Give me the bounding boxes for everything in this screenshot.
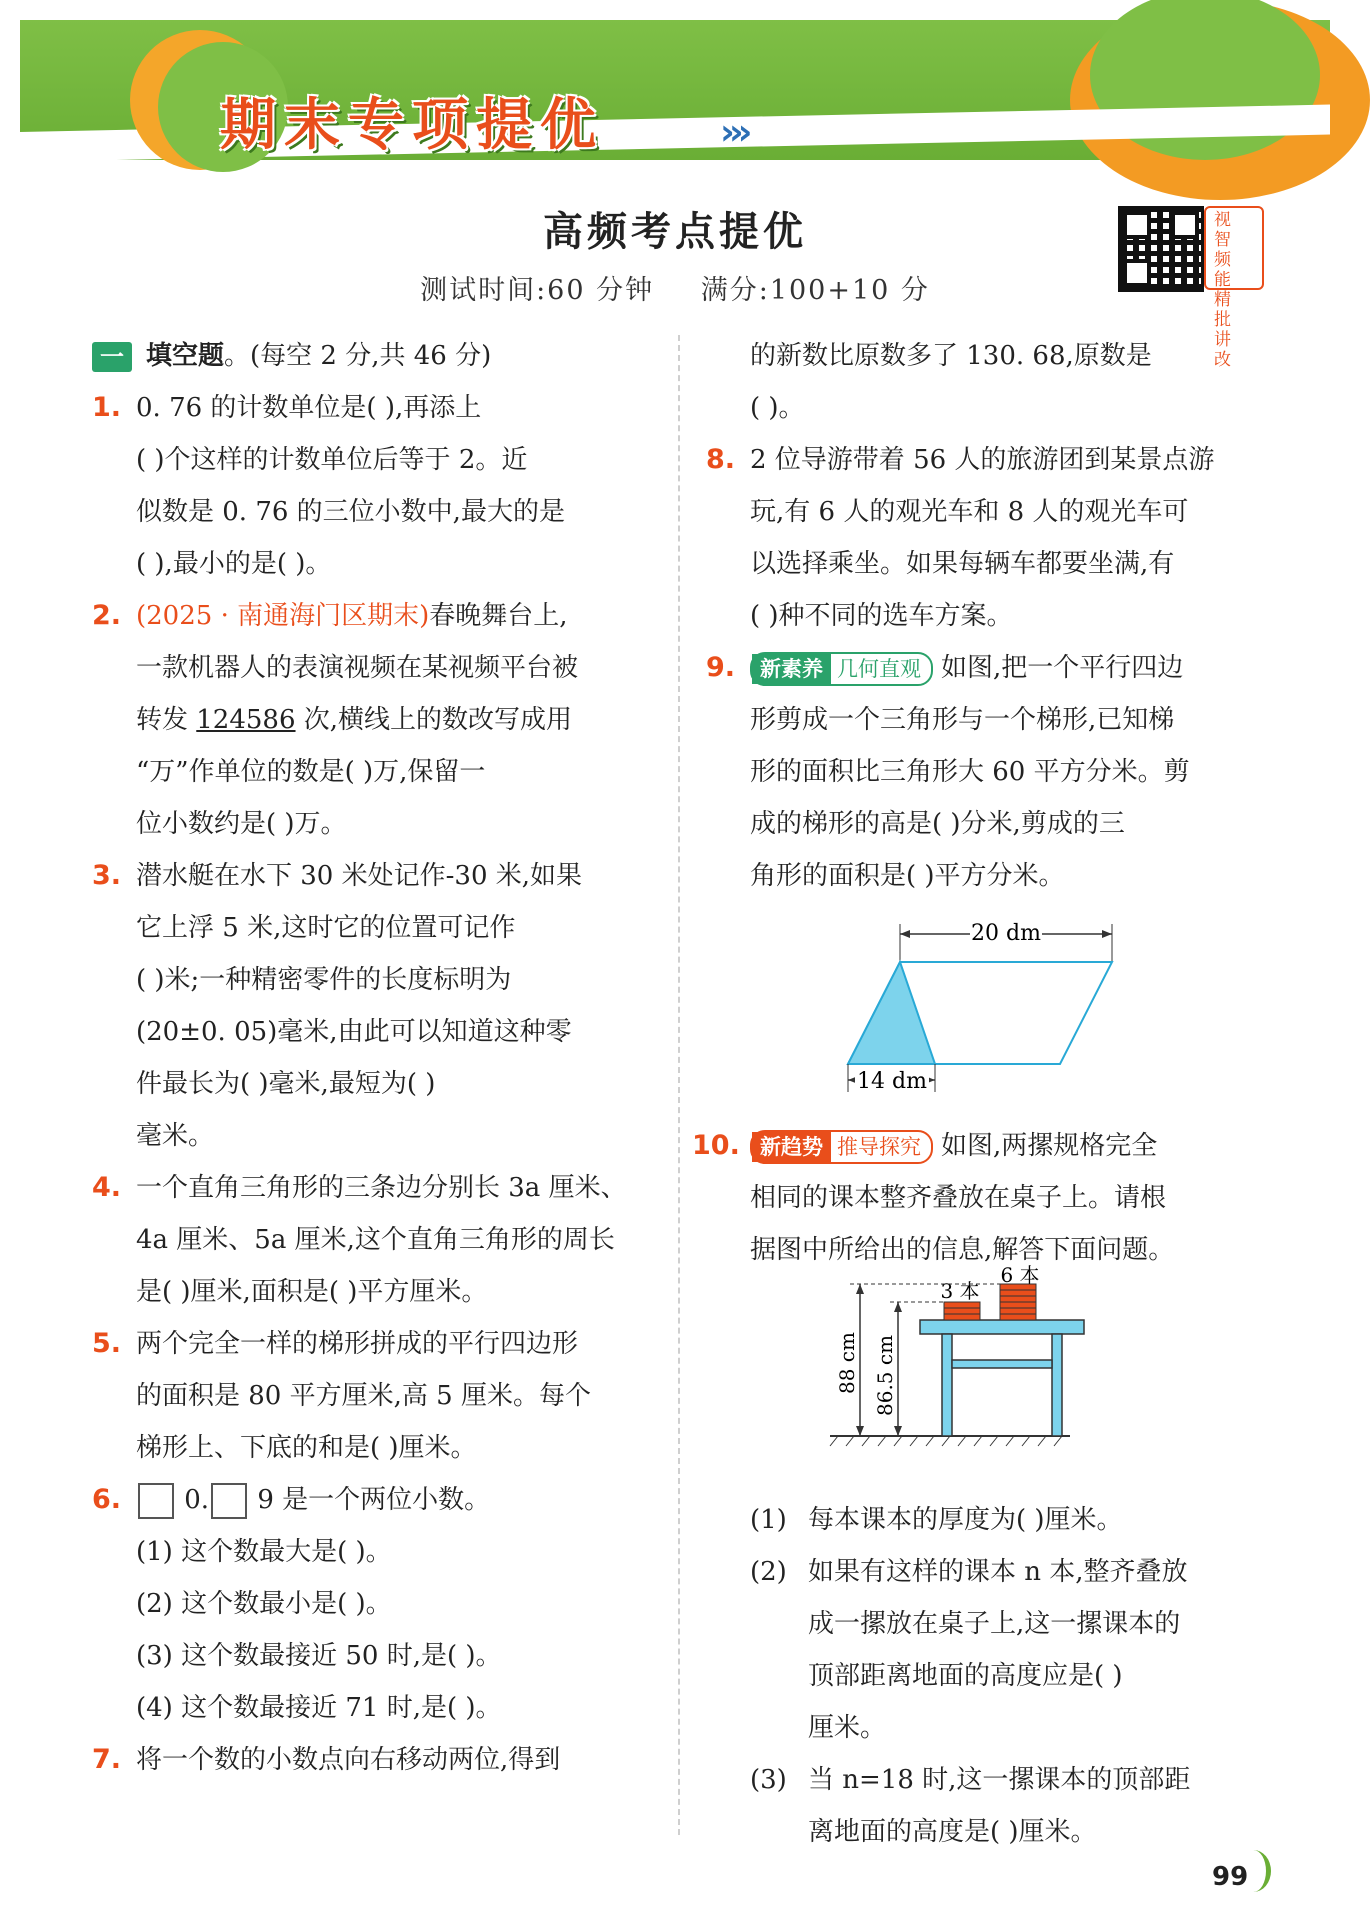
sub-text: 每本课本的厚度为( )厘米。 <box>808 1505 1123 1535</box>
question-2 <box>92 590 652 850</box>
sub-text: 当 n=18 时,这一摞课本的顶部距 <box>808 1765 1191 1795</box>
question-number: 7. <box>92 1744 122 1775</box>
label-3-books: 3 本 <box>940 1279 980 1303</box>
question-text: 如图,两摞规格完全 <box>941 1131 1158 1161</box>
qr-code-icon[interactable] <box>1118 206 1204 292</box>
question-line: 一个直角三角形的三条边分别长 3a 厘米、 <box>136 1173 627 1203</box>
question-text: 0. <box>176 1485 210 1515</box>
tag-label: 新素养 <box>752 654 831 684</box>
question-line: 梯形上、下底的和是( )厘米。 <box>136 1433 477 1463</box>
full-score: 满分:100+10 分 <box>700 275 930 306</box>
test-time: 测试时间:60 分钟 <box>420 275 655 306</box>
question-number: 2. <box>92 600 122 631</box>
qr-label <box>1204 206 1264 370</box>
sub-question-1 <box>750 1494 1266 1546</box>
question-line: ( )种不同的选车方案。 <box>750 601 1013 631</box>
question-line: (20±0. 05)毫米,由此可以知道这种零 <box>136 1017 572 1047</box>
qr-eye <box>1123 259 1151 287</box>
question-line: ( )米;一种精密零件的长度标明为 <box>136 965 512 995</box>
dim-label-bottom: 14 dm <box>857 1069 927 1094</box>
question-text: 春晚舞台上, <box>429 601 568 631</box>
tag-sublabel: 推导探究 <box>837 1135 921 1159</box>
question-number: 3. <box>92 860 122 891</box>
table-top <box>920 1320 1084 1334</box>
qr-char: 改 <box>1214 350 1231 370</box>
qr-char: 智 <box>1214 230 1231 250</box>
sub-question-3 <box>750 1754 1266 1806</box>
question-number: 9. <box>706 652 736 683</box>
question-line: ( )。 <box>750 393 805 423</box>
question-line: 的新数比原数多了 130. 68,原数是 <box>750 341 1152 371</box>
banner <box>20 20 1330 160</box>
question-number: 1. <box>92 392 122 423</box>
blank-box[interactable] <box>138 1483 174 1519</box>
question-line: 形剪成一个三角形与一个梯形,已知梯 <box>750 705 1175 735</box>
qr-eye <box>1123 211 1151 239</box>
question-number: 6. <box>92 1484 122 1515</box>
question-line: ( )个这样的计数单位后等于 2。近 <box>136 445 528 475</box>
left-column <box>92 330 652 1786</box>
question-10 <box>692 1120 1266 1858</box>
qr-char: 批 <box>1214 310 1231 330</box>
question-line: 的面积是 80 平方厘米,高 5 厘米。每个 <box>136 1381 591 1411</box>
question-number: 5. <box>92 1328 122 1359</box>
tag-label: 新趋势 <box>752 1132 831 1162</box>
table-books-figure <box>750 1263 1270 1476</box>
qr-char: 精 <box>1214 290 1231 310</box>
sub-number: (1) <box>750 1505 787 1535</box>
sub-question-line: 成一摞放在桌子上,这一摞课本的 <box>808 1609 1181 1639</box>
section-badge: 一 <box>92 342 132 372</box>
question-6 <box>92 1474 652 1734</box>
question-line: 似数是 0. 76 的三位小数中,最大的是 <box>136 497 565 527</box>
book-stack-left <box>944 1302 980 1320</box>
question-line: 将一个数的小数点向右移动两位,得到 <box>136 1745 561 1775</box>
banner-title: 期末专项提优 <box>220 93 604 158</box>
qr-char: 频 <box>1214 250 1231 270</box>
question-line: 潜水艇在水下 30 米处记作-30 米,如果 <box>136 861 583 891</box>
question-line: 形的面积比三角形大 60 平方分米。剪 <box>750 757 1190 787</box>
sub-question: (4) 这个数最接近 71 时,是( )。 <box>136 1693 502 1723</box>
tag-sublabel: 几何直观 <box>837 657 921 681</box>
label-88cm: 88 cm <box>835 1332 859 1394</box>
arrow-head <box>894 1426 902 1436</box>
parallelogram-figure <box>750 902 1270 1092</box>
question-3 <box>92 850 652 1162</box>
underlined-number: 124586 <box>196 705 296 735</box>
page-title: 高频考点提优 <box>543 208 807 255</box>
sub-number: (2) <box>750 1557 787 1587</box>
sub-question-2 <box>750 1546 1266 1598</box>
table-leg <box>942 1334 952 1436</box>
question-line: 玩,有 6 人的观光车和 8 人的观光车可 <box>750 497 1189 527</box>
qr-char: 能 <box>1214 270 1231 290</box>
tag-new-literacy <box>750 652 933 686</box>
section-title: 填空题 <box>146 341 225 371</box>
ground-hatch <box>830 1436 1062 1446</box>
arrow-head <box>900 930 910 938</box>
question-line <box>136 694 652 746</box>
arrow-head <box>856 1426 864 1436</box>
sub-question: (3) 这个数最接近 50 时,是( )。 <box>136 1641 502 1671</box>
question-line <box>136 590 652 642</box>
question-line: 0. 76 的计数单位是( ),再添上 <box>136 393 482 423</box>
arrow-head <box>1102 930 1112 938</box>
sub-question: (1) 这个数最大是( )。 <box>136 1537 392 1567</box>
tag-new-trend <box>750 1130 933 1164</box>
question-line: “万”作单位的数是( )万,保留一 <box>136 757 486 787</box>
column-divider <box>678 335 680 1835</box>
question-number: 4. <box>92 1172 122 1203</box>
question-9 <box>706 642 1266 1110</box>
question-line: 成的梯形的高是( )分米,剪成的三 <box>750 809 1125 839</box>
banner-arrows-icon: ››› <box>720 112 747 153</box>
sub-number: (3) <box>750 1765 787 1795</box>
qr-eye <box>1171 211 1199 239</box>
question-line: 毫米。 <box>136 1121 215 1151</box>
question-line: 一款机器人的表演视频在某视频平台被 <box>136 653 579 683</box>
question-line: 据图中所给出的信息,解答下面问题。 <box>750 1235 1175 1265</box>
dim-label-top: 20 dm <box>971 921 1041 946</box>
sub-question-line: 厘米。 <box>808 1713 887 1743</box>
table-rail <box>952 1360 1052 1368</box>
question-line: 2 位导游带着 56 人的旅游团到某景点游 <box>750 445 1215 475</box>
qr-char: 视 <box>1214 210 1231 230</box>
question-line <box>136 1474 652 1526</box>
question-text: 如图,把一个平行四边 <box>941 653 1184 683</box>
right-column <box>692 330 1266 1858</box>
section-note: 。(每空 2 分,共 46 分) <box>224 341 492 371</box>
question-line: 两个完全一样的梯形拼成的平行四边形 <box>136 1329 579 1359</box>
question-7-continued <box>706 330 1266 434</box>
question-line: 以选择乘坐。如果每辆车都要坐满,有 <box>750 549 1175 579</box>
question-text: 次,横线上的数改写成用 <box>295 705 573 735</box>
question-line: 位小数约是( )万。 <box>136 809 347 839</box>
blank-box[interactable] <box>211 1483 247 1519</box>
question-number: 8. <box>706 444 736 475</box>
question-7 <box>92 1734 652 1786</box>
question-line: 角形的面积是( )平方分米。 <box>750 861 1065 891</box>
question-text: 转发 <box>136 705 197 735</box>
question-line <box>750 1120 1266 1172</box>
qr-char: 讲 <box>1214 330 1231 350</box>
question-4 <box>92 1162 652 1318</box>
label-86-5cm: 86.5 cm <box>873 1334 897 1416</box>
question-8 <box>706 434 1266 642</box>
arrow-head <box>856 1284 864 1294</box>
question-text: 9 是一个两位小数。 <box>249 1485 491 1515</box>
sub-text: 如果有这样的课本 n 本,整齐叠放 <box>808 1557 1188 1587</box>
sub-question-line: 顶部距离地面的高度应是( ) <box>808 1661 1123 1691</box>
table-leg <box>1052 1334 1062 1436</box>
question-line: ( ),最小的是( )。 <box>136 549 332 579</box>
page-number: 99 <box>1212 1862 1249 1892</box>
question-line: 4a 厘米、5a 厘米,这个直角三角形的周长 <box>136 1225 615 1255</box>
section-header <box>92 330 652 382</box>
question-line: 相同的课本整齐叠放在桌子上。请根 <box>750 1183 1167 1213</box>
sub-question-line: 离地面的高度是( )厘米。 <box>808 1817 1097 1847</box>
question-number: 10. <box>692 1130 740 1161</box>
arrow-head <box>894 1302 902 1312</box>
question-line: 件最长为( )毫米,最短为( ) <box>136 1069 436 1099</box>
book-stack-right <box>1000 1284 1036 1320</box>
question-line <box>750 642 1266 694</box>
label-6-books: 6 本 <box>1000 1263 1040 1287</box>
question-line: 它上浮 5 米,这时它的位置可记作 <box>136 913 516 943</box>
question-line: 是( )厘米,面积是( )平方厘米。 <box>136 1277 488 1307</box>
sub-question: (2) 这个数最小是( )。 <box>136 1589 392 1619</box>
page-number-decor <box>1236 1850 1271 1892</box>
question-5 <box>92 1318 652 1474</box>
question-1 <box>92 382 652 590</box>
question-source: (2025 · 南通海门区期末) <box>136 601 430 631</box>
